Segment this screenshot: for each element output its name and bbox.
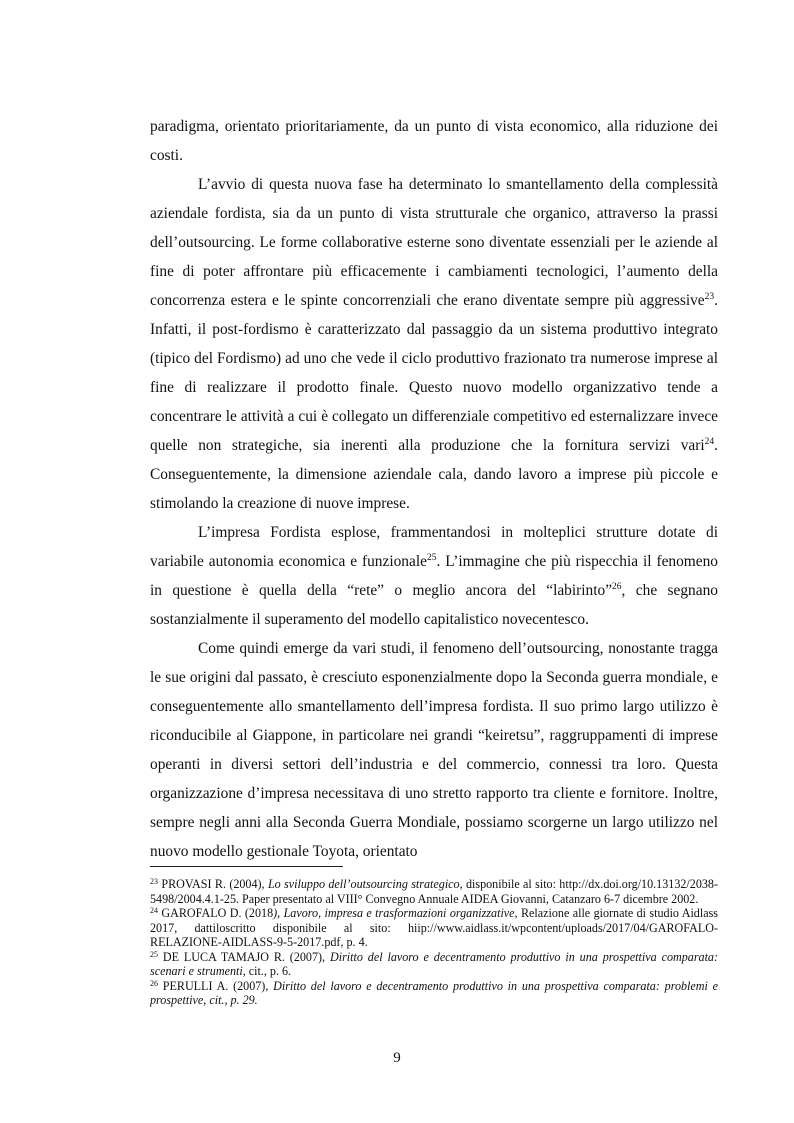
- paragraph-2-text-c: . Conseguentemente, la dimensione aziendale cala, dando lavoro a imprese più piccole e stimolando la creazione di nuove imprese.: [150, 437, 718, 512]
- footnote-24: [150, 906, 718, 950]
- footnote-separator: [150, 866, 343, 867]
- footnote-text: cit., p. 6.: [245, 964, 292, 978]
- paragraph-3-text-b: . L’immagine che più rispecchia il fenomeno in questione è quella della “rete” o meglio ancora del “labirinto”: [150, 553, 719, 599]
- paragraph-2: [150, 170, 718, 518]
- footnote-title: Lo sviluppo dell’outsourcing strategico: [267, 877, 460, 891]
- footnote-23: [150, 877, 718, 906]
- paragraph-1: [150, 112, 718, 170]
- footnote-title: Diritto del lavoro e decentramento produttivo in una prospettiva comparata: scenari e strumenti,: [150, 949, 719, 978]
- footnote-ref-26[interactable]: 26: [612, 582, 622, 592]
- footnote-text: DE LUCA TAMAJO R. (2007),: [158, 949, 330, 964]
- footnote-text: GAROFALO D. (2018: [158, 906, 274, 920]
- footnote-title: Diritto del lavoro e decentramento produttivo in una prospettiva comparata: problemi e prospettive, cit., p. 29.: [150, 978, 718, 1007]
- paragraph-2-text-b: . Infatti, il post-fordismo è caratterizzato dal passaggio da un sistema produttivo integrato (tipico del Fordismo) ad uno che vede il ciclo produttivo frazionato tra numerose imprese al fine di realizzare il prodotto finale. Questo nuovo modello organizzativo tende a concentrare le attività a cui è collegato un differenziale competitivo ed esternalizzare invece quelle non strategiche, sia inerenti alla produzione che la fornitura servizi vari: [150, 292, 718, 454]
- footnote-title: ), Lavoro, impresa e trasformazioni organizzative: [273, 906, 515, 920]
- body-text: [150, 112, 718, 866]
- paragraph-3-text-c: , che segnano sostanzialmente il superamento del modello capitalistico novecentesco.: [150, 582, 718, 628]
- footnote-25: [150, 950, 718, 979]
- footnote-number: 25: [150, 949, 158, 959]
- footnotes: [150, 877, 718, 1008]
- footnote-number: 24: [150, 906, 158, 915]
- paragraph-3: [150, 518, 718, 634]
- footnote-number: 23: [150, 877, 158, 886]
- paragraph-1-text: paradigma, orientato prioritariamente, da un punto di vista economico, alla riduzione dei costi.: [150, 118, 718, 164]
- footnote-text: , disponibile al sito: http://dx.doi.org/10.13132/2038-5498/2004.4.1-25. Paper presentato al VIII° Convegno Annuale AIDEA Giovanni, Catanzaro 6-7 dicembre 2002.: [150, 877, 718, 906]
- footnote-26: [150, 979, 718, 1008]
- paragraph-4: [150, 634, 718, 866]
- paragraph-3-text-a: L’impresa Fordista esplose, frammentandosi in molteplici strutture dotate di variabile autonomia economica e funzionale: [150, 524, 718, 570]
- footnote-ref-25[interactable]: 25: [426, 553, 437, 563]
- footnote-ref-23[interactable]: 23: [704, 292, 715, 302]
- paragraph-2-text-a: L’avvio di questa nuova fase ha determinato lo smantellamento della complessità aziendale fordista, sia da un punto di vista strutturale che organico, attraverso la prassi dell’outsourcing. Le forme collaborative esterne sono diventate essenziali per le aziende al fine di poter affrontare più efficacemente i cambiamenti tecnologici, l’aumento della concorrenza estera e le spinte concorrenziali che erano diventate sempre più aggressive: [150, 176, 718, 309]
- paragraph-4-text: Come quindi emerge da vari studi, il fenomeno dell’outsourcing, nonostante tragga le sue origini dal passato, è cresciuto esponenzialmente dopo la Seconda guerra mondiale, e conseguentemente allo smantellamento dell’impresa fordista. Il suo primo largo utilizzo è riconducibile al Giappone, in particolare nei grandi “keiretsu”, raggruppamenti di imprese operanti in diversi settori dell’industria e del commercio, connessi tra loro. Questa organizzazione d’impresa necessitava di uno stretto rapporto tra cliente e fornitore. Inoltre, sempre negli anni alla Seconda Guerra Mondiale, possiamo scorgerne un largo utilizzo nel nuovo modello gestionale Toyota, orientato: [150, 640, 718, 860]
- footnote-text: PERULLI A. (2007),: [158, 978, 274, 993]
- page-number: 9: [393, 1050, 401, 1066]
- footnote-text: , Relazione alle giornate di studio Aidlass 2017, dattiloscritto disponibile al sito: hiip://www.aidlass.it/wpcontent/uploads/2017/04/GAROFALO-RELAZIONE-AIDLASS-9-5-2017.pdf, p. 4.: [150, 906, 718, 949]
- footnote-text: PROVASI R. (2004),: [158, 877, 268, 891]
- footnote-ref-24[interactable]: 24: [704, 437, 715, 447]
- footnote-number: 26: [150, 978, 158, 988]
